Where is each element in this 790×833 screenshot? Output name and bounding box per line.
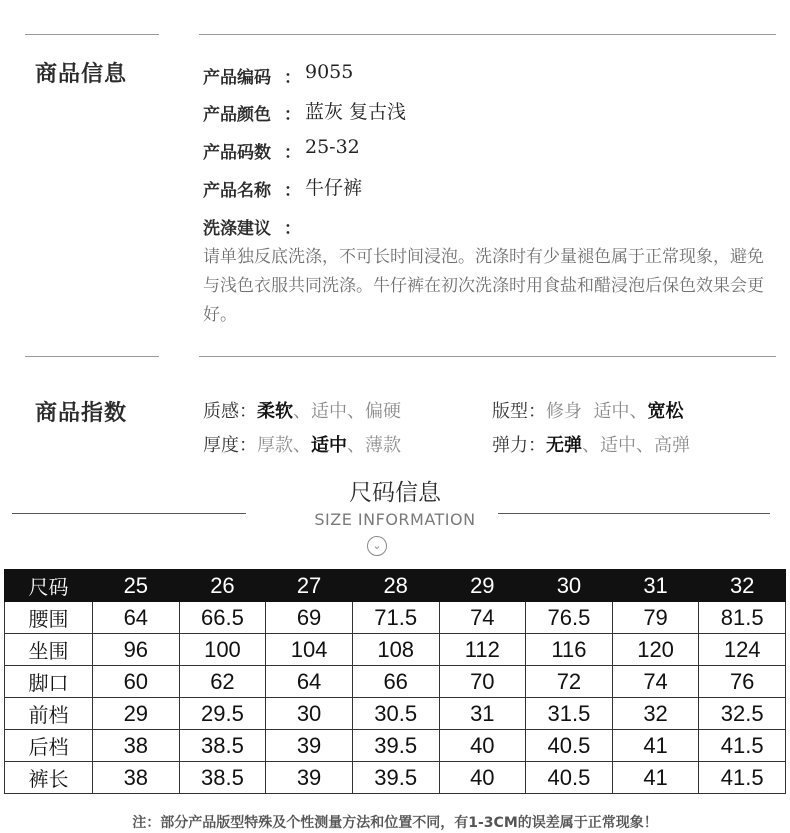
- index-thickness-option-3: 薄款: [365, 435, 401, 456]
- product-index-title: 商品指数: [35, 401, 128, 426]
- table-cell: 81.5: [699, 602, 786, 634]
- chevron-down-circle-icon: ⌄: [367, 536, 387, 556]
- table-cell: 60: [93, 666, 180, 698]
- table-cell: 108: [352, 634, 439, 666]
- table-cell: 39.5: [352, 762, 439, 794]
- table-cell: 79: [612, 602, 699, 634]
- row-label: 腰围: [5, 602, 93, 634]
- table-cell: 64: [266, 666, 353, 698]
- table-cell: 41: [612, 730, 699, 762]
- table-cell: 40: [439, 762, 526, 794]
- size-header-cell: 26: [179, 570, 266, 602]
- size-header-cell: 30: [526, 570, 613, 602]
- size-header-cell: 25: [93, 570, 180, 602]
- table-cell: 39: [266, 730, 353, 762]
- measurement-note: 注：部分产品版型特殊及个性测量方法和位置不同，有1-3CM的误差属于正常现象！: [132, 815, 658, 831]
- size-table-header: [5, 570, 786, 602]
- size-info-subtitle: SIZE INFORMATION: [314, 510, 476, 529]
- table-cell: 32: [612, 698, 699, 730]
- index-label-thickness: [203, 431, 401, 457]
- table-cell: 72: [526, 666, 613, 698]
- info-value-code: 9055: [305, 61, 354, 83]
- table-row: [5, 666, 786, 698]
- table-cell: 74: [612, 666, 699, 698]
- index-label-stretch: [492, 431, 690, 457]
- info-label-color: 产品颜色: [203, 105, 271, 125]
- table-cell: 41.5: [699, 762, 786, 794]
- info-label-care: 洗涤建议: [203, 219, 271, 239]
- size-header-cell: 31: [612, 570, 699, 602]
- size-header-cell: 尺码: [5, 570, 93, 602]
- table-cell: 40.5: [526, 762, 613, 794]
- table-cell: 30.5: [352, 698, 439, 730]
- table-cell: 124: [699, 634, 786, 666]
- info-value-sizes: 25-32: [305, 136, 360, 158]
- divider-left-mid: [25, 356, 159, 357]
- table-cell: 31.5: [526, 698, 613, 730]
- table-cell: 30: [266, 698, 353, 730]
- table-row: [5, 762, 786, 794]
- table-cell: 38: [93, 730, 180, 762]
- table-cell: 66.5: [179, 602, 266, 634]
- divider-right-top: [199, 34, 776, 35]
- info-label-name: 产品名称: [203, 181, 271, 201]
- table-cell: 40: [439, 730, 526, 762]
- index-stretch-option-2: 适中: [600, 435, 636, 456]
- table-cell: 38.5: [179, 730, 266, 762]
- index-texture-sep-2: 、: [347, 401, 365, 422]
- table-cell: 74: [439, 602, 526, 634]
- table-cell: 120: [612, 634, 699, 666]
- divider-right-mid: [199, 356, 776, 357]
- index-label-texture: [203, 397, 401, 423]
- table-cell: 39: [266, 762, 353, 794]
- index-texture-option-2: 适中: [311, 401, 347, 422]
- table-cell: 38.5: [179, 762, 266, 794]
- index-texture-name: 质感: [203, 401, 239, 422]
- table-cell: 70: [439, 666, 526, 698]
- info-colon-name: ：: [284, 181, 301, 201]
- table-cell: 66: [352, 666, 439, 698]
- index-texture-colon: ：: [239, 401, 257, 422]
- index-fit-name: 版型: [492, 401, 528, 422]
- info-value-name: 牛仔裤: [305, 177, 363, 199]
- index-texture-option-3: 偏硬: [365, 401, 401, 422]
- size-info-title: 尺码信息: [349, 480, 441, 506]
- index-stretch-sep-2: 、: [636, 435, 654, 456]
- product-info-title: 商品信息: [35, 62, 128, 87]
- index-thickness-sep-2: 、: [347, 435, 365, 456]
- index-stretch-option-1: 无弹: [546, 435, 582, 456]
- index-thickness-colon: ：: [239, 435, 257, 456]
- size-header-cell: 32: [699, 570, 786, 602]
- table-cell: 112: [439, 634, 526, 666]
- table-cell: 116: [526, 634, 613, 666]
- index-fit-sep-2: 、: [629, 401, 648, 422]
- table-cell: 38: [93, 762, 180, 794]
- index-stretch-sep-1: 、: [582, 435, 600, 456]
- table-cell: 39.5: [352, 730, 439, 762]
- index-fit-option-3: 宽松: [647, 401, 684, 422]
- table-cell: 104: [266, 634, 353, 666]
- index-fit-colon: ：: [528, 401, 546, 422]
- table-cell: 31: [439, 698, 526, 730]
- row-label: 脚口: [5, 666, 93, 698]
- index-stretch-colon: ：: [528, 435, 546, 456]
- index-label-fit: [492, 397, 683, 423]
- size-header-cell: 29: [439, 570, 526, 602]
- info-value-color: 蓝灰 复古浅: [305, 101, 407, 123]
- table-cell: 71.5: [352, 602, 439, 634]
- info-colon-color: ：: [284, 105, 301, 125]
- row-label: 坐围: [5, 634, 93, 666]
- table-cell: 41.5: [699, 730, 786, 762]
- index-stretch-name: 弹力: [492, 435, 528, 456]
- index-fit-option-2: 适中: [593, 401, 630, 422]
- table-cell: 41: [612, 762, 699, 794]
- row-label: 裤长: [5, 762, 93, 794]
- index-thickness-option-2: 适中: [311, 435, 347, 456]
- table-cell: 62: [179, 666, 266, 698]
- size-header-cell: 27: [266, 570, 353, 602]
- index-thickness-name: 厚度: [203, 435, 239, 456]
- index-thickness-sep-1: 、: [293, 435, 311, 456]
- row-label: 后档: [5, 730, 93, 762]
- care-instructions: 请单独反底洗涤，不可长时间浸泡。洗涤时有少量褪色属于正常现象，避免与浅色衣服共同洗涤。牛仔裤在初次洗涤时用食盐和醋浸泡后保色效果会更好。: [203, 247, 764, 325]
- size-table: [4, 569, 786, 794]
- table-cell: 40.5: [526, 730, 613, 762]
- table-cell: 96: [93, 634, 180, 666]
- table-cell: 29.5: [179, 698, 266, 730]
- info-colon-code: ：: [284, 68, 301, 88]
- table-cell: 69: [266, 602, 353, 634]
- info-colon-care: ：: [284, 219, 301, 239]
- index-fit-option-1: 修身: [546, 401, 582, 422]
- table-row: [5, 634, 786, 666]
- index-stretch-option-3: 高弹: [654, 435, 690, 456]
- table-cell: 64: [93, 602, 180, 634]
- index-fit-sep-1: [582, 401, 593, 422]
- table-cell: 76: [699, 666, 786, 698]
- size-header-cell: 28: [352, 570, 439, 602]
- index-texture-sep-1: 、: [293, 401, 311, 422]
- info-label-sizes: 产品码数: [203, 143, 271, 163]
- table-row: [5, 602, 786, 634]
- info-label-code: 产品编码: [203, 68, 271, 88]
- index-thickness-option-1: 厚款: [257, 435, 293, 456]
- table-row: [5, 730, 786, 762]
- index-texture-option-1: 柔软: [257, 401, 293, 422]
- divider-left-top: [25, 34, 159, 35]
- info-colon-sizes: ：: [284, 143, 301, 163]
- row-label: 前档: [5, 698, 93, 730]
- table-cell: 29: [93, 698, 180, 730]
- table-row: [5, 698, 786, 730]
- table-cell: 100: [179, 634, 266, 666]
- table-cell: 76.5: [526, 602, 613, 634]
- table-cell: 32.5: [699, 698, 786, 730]
